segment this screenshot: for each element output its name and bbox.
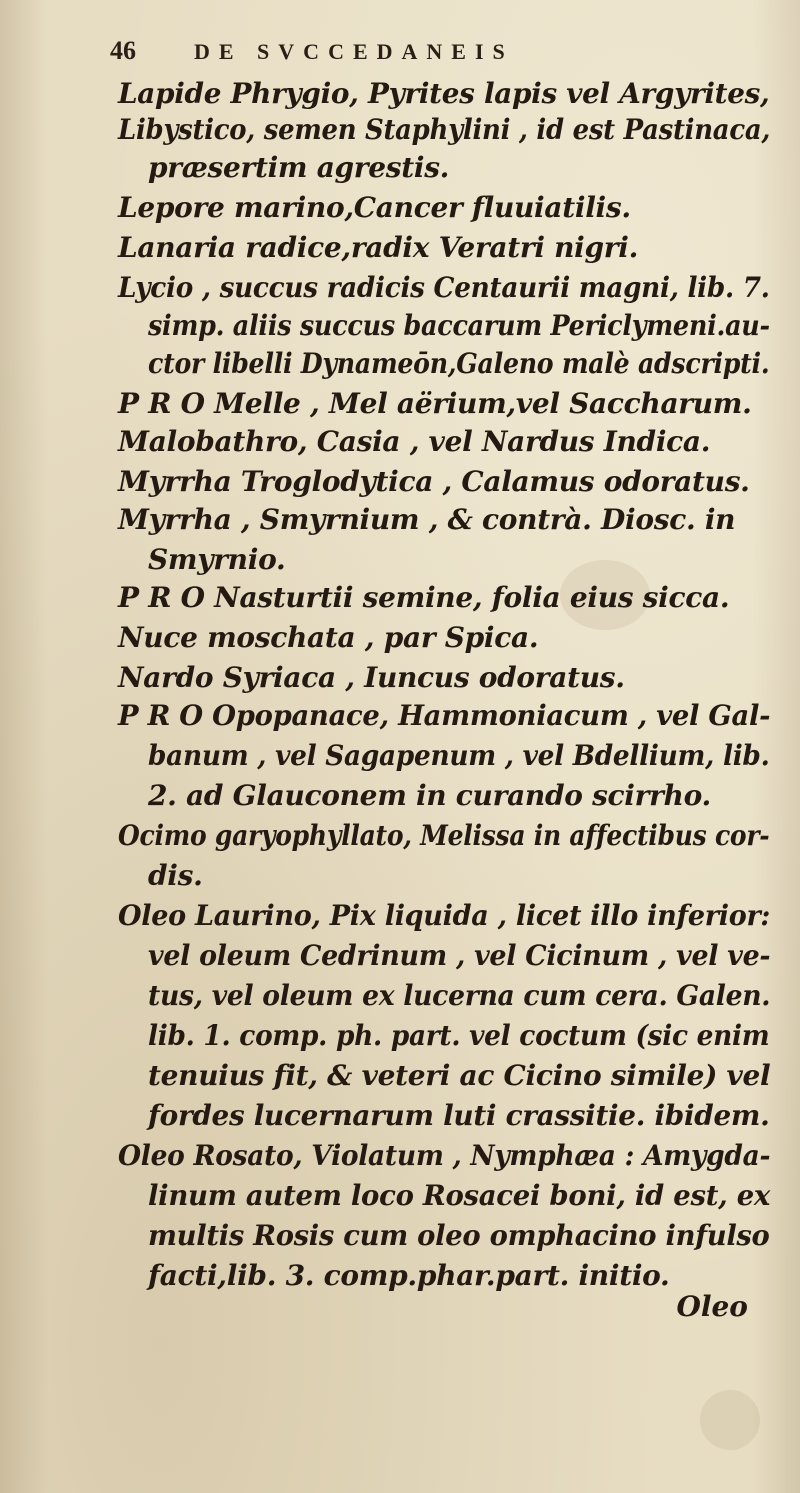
page-number: 46 xyxy=(110,36,136,65)
text-line: Myrrha Troglodytica , Calamus odoratus. xyxy=(118,465,750,498)
text-line: vel oleum Cedrinum , vel Cicinum , vel ve- xyxy=(148,939,771,972)
text-line: præsertim agrestis. xyxy=(148,151,450,184)
text-line: Oleo Rosato, Violatum , Nymphæa : Amygda- xyxy=(118,1139,771,1172)
text-line: Lepore marino,Cancer fluuiatilis. xyxy=(118,191,631,224)
text-line: P R O Nasturtii semine, folia eius sicca. xyxy=(118,581,730,614)
text-line: Lanaria radice,radix Veratri nigri. xyxy=(118,231,639,264)
text-line: Nuce moschata , par Spica. xyxy=(118,621,539,654)
text-line: Lycio , succus radicis Centaurii magni, lib. 7. xyxy=(118,271,770,304)
text-line: P R O Opopanace, Hammoniacum , vel Gal- xyxy=(118,699,771,732)
page-header xyxy=(110,36,670,76)
text-line: Nardo Syriaca , Iuncus odoratus. xyxy=(118,661,625,694)
text-line: tus, vel oleum ex lucerna cum cera. Galen. xyxy=(148,979,771,1012)
text-line: linum autem loco Rosacei boni, id est, ex xyxy=(148,1179,771,1212)
text-line: Smyrnio. xyxy=(148,543,286,576)
text-line: dis. xyxy=(148,859,203,892)
text-line: facti,lib. 3. comp.phar.part. initio. xyxy=(148,1259,670,1292)
text-line: Lapide Phrygio, Pyrites lapis vel Argyrites, xyxy=(118,77,770,110)
text-line: Libystico, semen Staphylini , id est Pastinaca, xyxy=(118,113,771,146)
text-line: fordes lucernarum luti crassitie. ibidem. xyxy=(148,1099,770,1132)
text-line: simp. aliis succus baccarum Periclymeni.au- xyxy=(148,309,770,342)
text-line: P R O Melle , Mel aërium,vel Saccharum. xyxy=(118,387,752,420)
text-line: Ocimo garyophyllato, Melissa in affectibus cor- xyxy=(118,819,770,852)
paper-stain xyxy=(700,1390,760,1450)
catchword: Oleo xyxy=(676,1290,748,1323)
running-head: DE SVCCEDANEIS xyxy=(194,39,514,64)
text-line: 2. ad Glauconem in curando scirrho. xyxy=(148,779,711,812)
text-line: banum , vel Sagapenum , vel Bdellium, lib. xyxy=(148,739,770,772)
text-line: Oleo Laurino, Pix liquida , licet illo inferior: xyxy=(118,899,771,932)
text-line: Myrrha , Smyrnium , & contrà. Diosc. in xyxy=(118,503,736,536)
text-line: lib. 1. comp. ph. part. vel coctum (sic enim xyxy=(148,1019,770,1052)
text-line: Malobathro, Casia , vel Nardus Indica. xyxy=(118,425,711,458)
text-line: multis Rosis cum oleo omphacino infulso xyxy=(148,1219,770,1252)
text-line: tenuius fit, & veteri ac Cicino simile) vel xyxy=(148,1059,771,1092)
text-line: ctor libelli Dynameōn,Galeno malè adscripti. xyxy=(148,347,770,380)
